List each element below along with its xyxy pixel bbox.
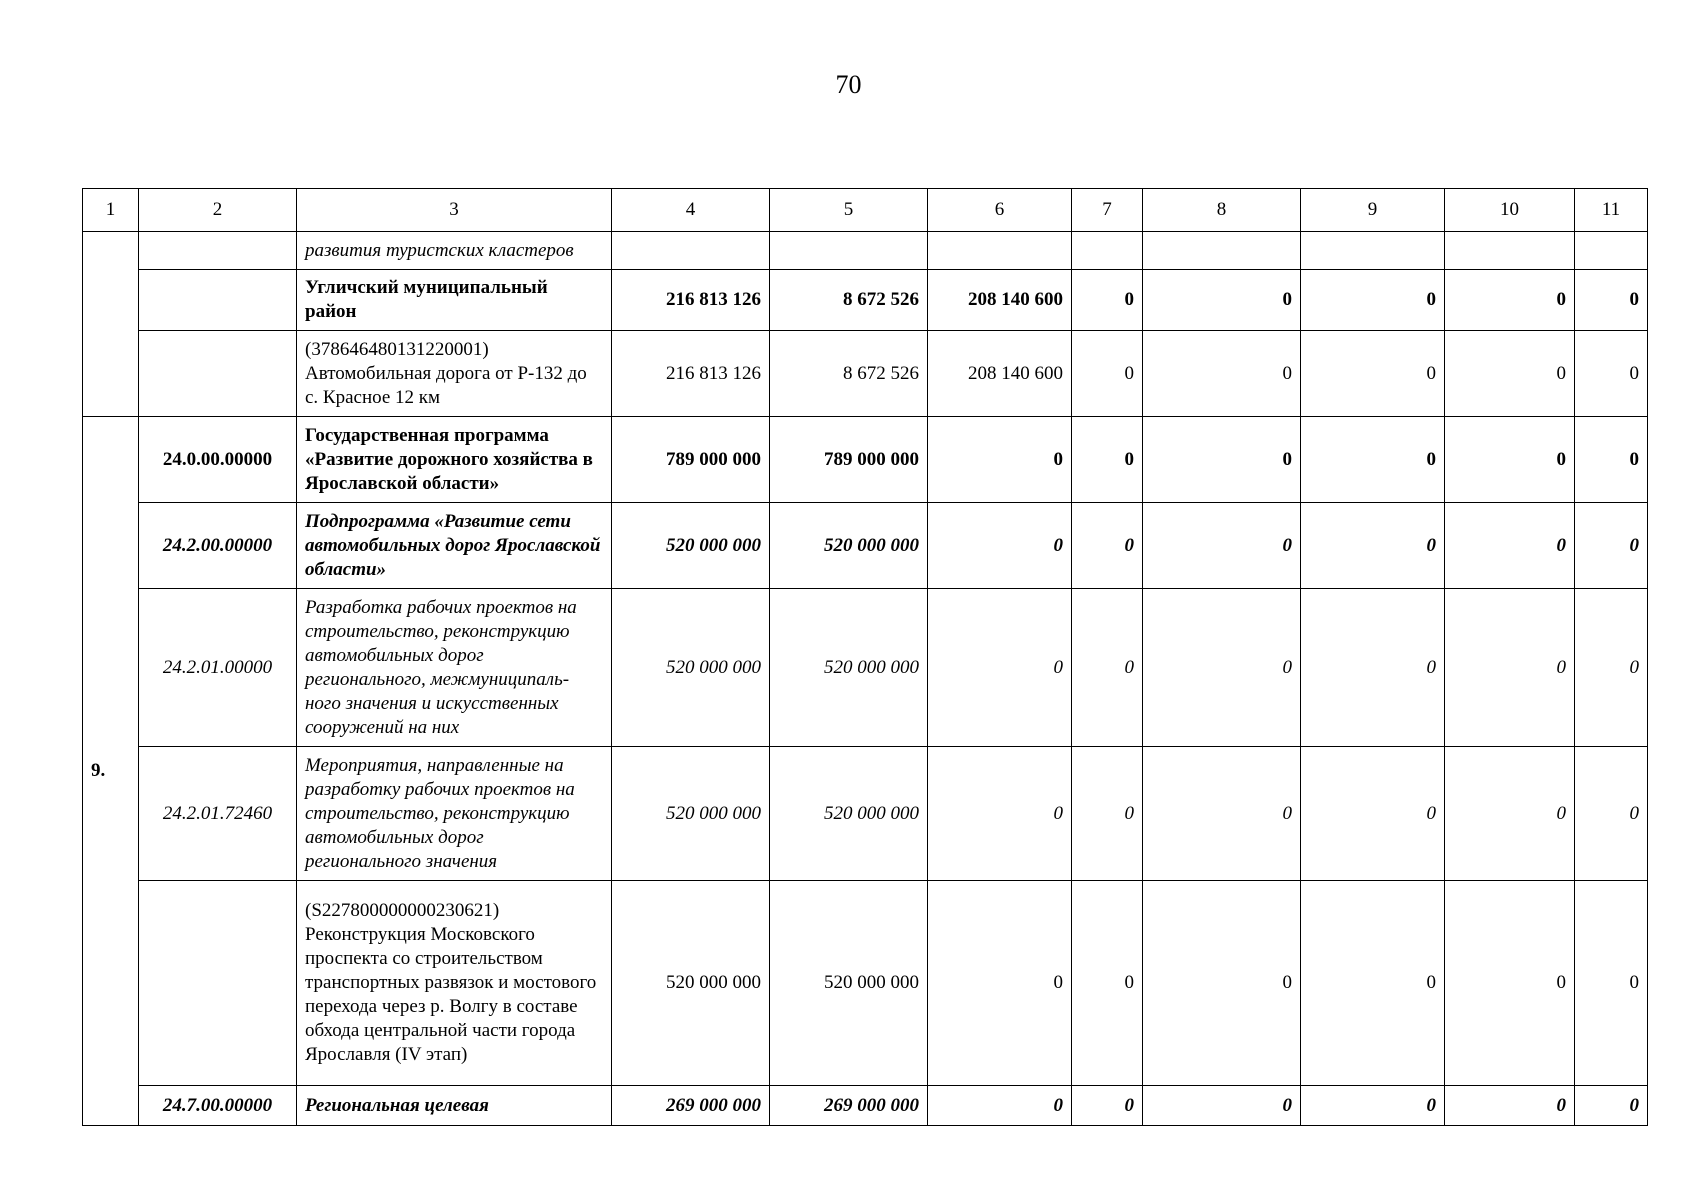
page-number: 70 (835, 70, 862, 99)
value-cell: 0 (1301, 270, 1445, 331)
column-number: 3 (297, 189, 612, 232)
value-cell: 0 (1072, 270, 1143, 331)
value-cell: 789 000 000 (612, 417, 770, 503)
table-row (83, 270, 1648, 331)
value-cell: 520 000 000 (770, 881, 928, 1086)
column-number: 1 (83, 189, 139, 232)
value-cell: 0 (1445, 331, 1575, 417)
value-cell: 0 (1301, 417, 1445, 503)
value-cell (770, 232, 928, 270)
value-cell: 269 000 000 (612, 1086, 770, 1126)
value-cell: 0 (1575, 1086, 1648, 1126)
value-cell: 0 (1575, 881, 1648, 1086)
code-cell: 24.7.00.00000 (139, 1086, 297, 1126)
value-cell (1143, 232, 1301, 270)
value-cell: 0 (1301, 881, 1445, 1086)
value-cell: 520 000 000 (612, 881, 770, 1086)
code-cell (139, 270, 297, 331)
value-cell (1445, 232, 1575, 270)
row-index-cell: 9. (83, 417, 139, 1126)
description-cell: развития туристских кластеров (297, 232, 612, 270)
value-cell: 520 000 000 (770, 589, 928, 747)
value-cell: 0 (928, 417, 1072, 503)
value-cell: 269 000 000 (770, 1086, 928, 1126)
table-row (83, 1086, 1648, 1126)
value-cell: 8 672 526 (770, 270, 928, 331)
value-cell: 0 (1445, 747, 1575, 881)
table-row (83, 331, 1648, 417)
column-number: 10 (1445, 189, 1575, 232)
value-cell: 0 (1143, 881, 1301, 1086)
value-cell: 0 (1301, 589, 1445, 747)
column-number: 2 (139, 189, 297, 232)
table-row (83, 747, 1648, 881)
value-cell: 520 000 000 (612, 503, 770, 589)
column-number: 8 (1143, 189, 1301, 232)
description-cell: Мероприятия, направленные на разработку рабочих проектов на строительство, реконструкцию автомобильных дорог регионального значения (297, 747, 612, 881)
value-cell: 0 (1301, 331, 1445, 417)
value-cell: 520 000 000 (612, 747, 770, 881)
value-cell: 0 (1575, 747, 1648, 881)
value-cell: 0 (1143, 589, 1301, 747)
description-cell: (378646480131220001) Автомобильная дорога от Р-132 до с. Красное 12 км (297, 331, 612, 417)
value-cell: 0 (1301, 503, 1445, 589)
value-cell: 0 (1072, 331, 1143, 417)
value-cell (612, 232, 770, 270)
value-cell: 0 (1143, 417, 1301, 503)
column-number: 5 (770, 189, 928, 232)
code-cell: 24.2.01.00000 (139, 589, 297, 747)
value-cell (1072, 232, 1143, 270)
value-cell: 0 (1143, 1086, 1301, 1126)
value-cell: 0 (1575, 503, 1648, 589)
row-index-cell (83, 232, 139, 417)
description-cell: Угличский муниципальный район (297, 270, 612, 331)
value-cell: 0 (1072, 503, 1143, 589)
value-cell: 0 (1301, 747, 1445, 881)
table-row (83, 881, 1648, 1086)
value-cell: 789 000 000 (770, 417, 928, 503)
value-cell: 0 (1072, 417, 1143, 503)
code-cell: 24.2.01.72460 (139, 747, 297, 881)
value-cell (1301, 232, 1445, 270)
table-row (83, 589, 1648, 747)
column-number: 4 (612, 189, 770, 232)
value-cell (1575, 232, 1648, 270)
column-number-row (83, 189, 1648, 232)
value-cell: 520 000 000 (612, 589, 770, 747)
value-cell: 208 140 600 (928, 331, 1072, 417)
value-cell: 520 000 000 (770, 747, 928, 881)
value-cell: 8 672 526 (770, 331, 928, 417)
value-cell: 520 000 000 (770, 503, 928, 589)
value-cell: 0 (1445, 589, 1575, 747)
value-cell: 0 (1445, 1086, 1575, 1126)
value-cell: 0 (1445, 503, 1575, 589)
description-cell: Разработка рабочих проектов на строительство, реконструкцию автомобильных дорог регионального, межмуниципаль-ного значения и искусственных сооружений на них (297, 589, 612, 747)
value-cell: 0 (1072, 881, 1143, 1086)
column-number: 9 (1301, 189, 1445, 232)
code-cell: 24.0.00.00000 (139, 417, 297, 503)
value-cell: 216 813 126 (612, 331, 770, 417)
column-number: 11 (1575, 189, 1648, 232)
value-cell: 216 813 126 (612, 270, 770, 331)
code-cell: 24.2.00.00000 (139, 503, 297, 589)
value-cell: 0 (928, 589, 1072, 747)
value-cell: 0 (928, 1086, 1072, 1126)
value-cell: 0 (1445, 270, 1575, 331)
description-cell: Подпрограмма «Развитие сети автомобильных дорог Ярославской области» (297, 503, 612, 589)
value-cell: 0 (1143, 270, 1301, 331)
column-number: 6 (928, 189, 1072, 232)
value-cell: 0 (1445, 417, 1575, 503)
description-cell: (S227800000000230621) Реконструкция Московского проспекта со строительством транспортных развязок и мостового перехода через р. Волгу в составе обхода центральной части города Ярославля (IV этап) (297, 881, 612, 1086)
value-cell: 0 (1575, 589, 1648, 747)
value-cell: 0 (1575, 417, 1648, 503)
value-cell: 0 (1445, 881, 1575, 1086)
table-row (83, 417, 1648, 503)
value-cell: 0 (928, 747, 1072, 881)
value-cell: 0 (1072, 747, 1143, 881)
table-row (83, 503, 1648, 589)
description-cell: Региональная целевая (297, 1086, 612, 1126)
value-cell: 0 (1072, 1086, 1143, 1126)
value-cell: 208 140 600 (928, 270, 1072, 331)
value-cell: 0 (1143, 331, 1301, 417)
value-cell: 0 (1575, 331, 1648, 417)
code-cell (139, 331, 297, 417)
code-cell (139, 232, 297, 270)
value-cell: 0 (1072, 589, 1143, 747)
table-row (83, 232, 1648, 270)
column-number: 7 (1072, 189, 1143, 232)
budget-table (82, 188, 1648, 1126)
value-cell: 0 (1143, 503, 1301, 589)
value-cell: 0 (1575, 270, 1648, 331)
value-cell: 0 (1143, 747, 1301, 881)
description-cell: Государственная программа «Развитие дорожного хозяйства в Ярославской области» (297, 417, 612, 503)
code-cell (139, 881, 297, 1086)
value-cell: 0 (928, 881, 1072, 1086)
value-cell: 0 (1301, 1086, 1445, 1126)
value-cell (928, 232, 1072, 270)
value-cell: 0 (928, 503, 1072, 589)
